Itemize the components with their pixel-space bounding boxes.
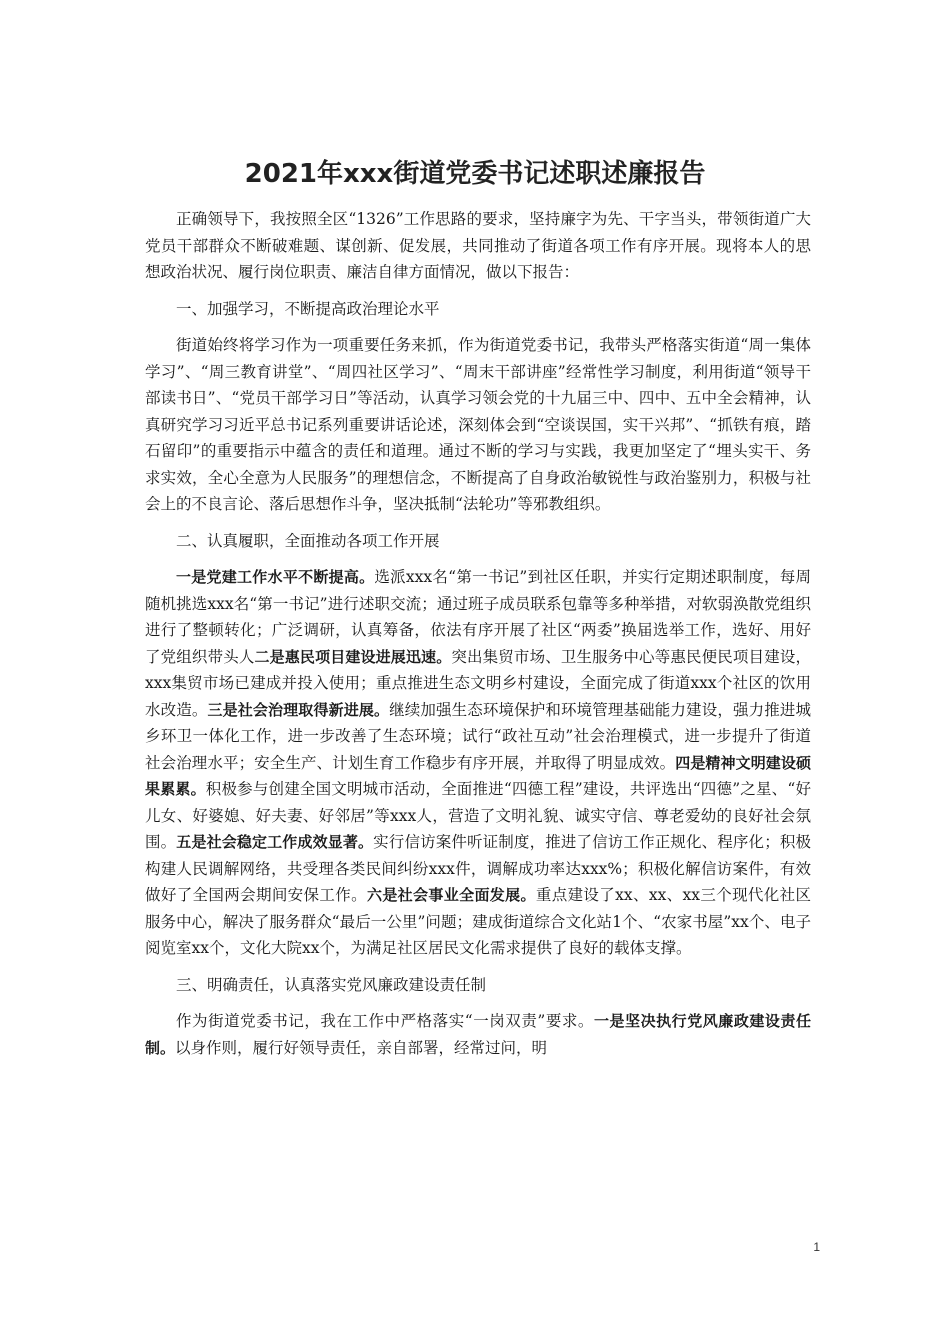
section-1-paragraph: 街道始终将学习作为一项重要任务来抓，作为街道党委书记，我带头严格落实街道“周一集体学习”、“周三教育讲堂”、“周四社区学习”、“周末干部讲座”经常性学习制度，利用街道“领导干部读书日”、“党员干部学习日”等活动，认真学习领会党的十九届三中、四中、五中全会精神，认真研究学习习近平总书记系列重要讲话论述，深刻体会到“空谈误国，实干兴邦”、“抓铁有痕，踏石留印”的重要指示中蕴含的责任和道理。通过不断的学习与实践，我更加坚定了“埋头实干、务求实效，全心全意为人民服务”的理想信念，不断提高了自身政治敏锐性与政治鉴别力，积极与社会上的不良言论、落后思想作斗争，坚决抵制“法轮功”等邪教组织。 [145, 336, 811, 513]
section-2-heading: 二、认真履职，全面推动各项工作开展 [176, 531, 440, 550]
document-title: 2021年xxx街道党委书记述职述廉报告 [244, 159, 706, 189]
section-3-intro-text: 作为街道党委书记，我在工作中严格落实“一岗双责”要求。 [176, 1012, 594, 1030]
point-4-bold: 四是精神文明建设硕果累累。 [145, 753, 811, 798]
point-3-bold: 三是社会治理取得新进展。 [207, 700, 390, 719]
point-2-bold: 二是惠民项目建设进展迅速。 [254, 647, 452, 666]
document-body [145, 206, 811, 1061]
section-3-point-1-bold: 一是坚决执行党风廉政建设责任制。 [145, 1012, 811, 1057]
point-3-text: 继续加强生态环境保护和环境管理基础能力建设，强力推进城乡环卫一体化工作，进一步改善了生态环境；试行“政社互动”社会治理模式，进一步提升了街道社会治理水平；安全生产、计划生育工作稳步有序开展，并取得了明显成效。 [145, 700, 811, 772]
point-5-bold: 五是社会稳定工作成效显著。 [176, 833, 374, 851]
section-3-point-1-text: 以身作则，履行好领导责任，亲自部署，经常过问，明 [175, 1038, 548, 1057]
point-4-text: 积极参与创建全国文明城市活动，全面推进“四德工程”建设，共评选出“四德”之星、“好儿女、好婆媳、好夫妻、好邻居”等xxx人，营造了文明礼貌、诚实守信、尊老爱幼的良好社会氛围。 [145, 780, 811, 851]
point-5-text: 实行信访案件听证制度，推进了信访工作正规化、程序化；积极构建人民调解网络，共受理各类民间纠纷xxx件，调解成功率达xxx%；积极化解信访案件，有效做好了全国两会期间安保工作。 [145, 833, 811, 904]
point-1-text: 选派xxx名“第一书记”到社区任职，并实行定期述职制度，每周随机挑选xxx名“第一书记”进行述职交流；通过班子成员联系包靠等多种举措，对软弱涣散党组织进行了整顿转化；广泛调研，认真筹备，依法有序开展了社区“两委”换届选举工作，选好、用好了党组织带头人 [145, 568, 811, 666]
page-number: 1 [813, 1240, 820, 1254]
section-3-paragraph [145, 1008, 811, 1061]
section-1-heading: 一、加强学习，不断提高政治理论水平 [176, 299, 440, 318]
point-6-text: 重点建设了xx、xx、xx三个现代化社区服务中心，解决了服务群众“最后一公里”问题；建成街道综合文化站1个、“农家书屋”xx个、电子阅览室xx个，文化大院xx个，为满足社区居民文化需求提供了良好的载体支撑。 [145, 886, 811, 957]
section-3-heading: 三、明确责任，认真落实党风廉政建设责任制 [176, 975, 487, 994]
point-6-bold: 六是社会事业全面发展。 [366, 886, 536, 904]
point-1-bold: 一是党建工作水平不断提高。 [176, 568, 375, 586]
section-2-paragraph [145, 564, 811, 962]
point-2-text: 突出集贸市场、卫生服务中心等惠民便民项目建设，xxx集贸市场已建成并投入使用；重点推进生态文明乡村建设，全面完成了街道xxx个社区的饮用水改造。 [145, 647, 811, 719]
intro-paragraph: 正确领导下，我按照全区“1326”工作思路的要求，坚持廉字为先、干字当头，带领街道广大党员干部群众不断破难题、谋创新、促发展，共同推动了街道各项工作有序开展。现将本人的思想政治状况、履行岗位职责、廉洁自律方面情况，做以下报告： [145, 210, 811, 281]
